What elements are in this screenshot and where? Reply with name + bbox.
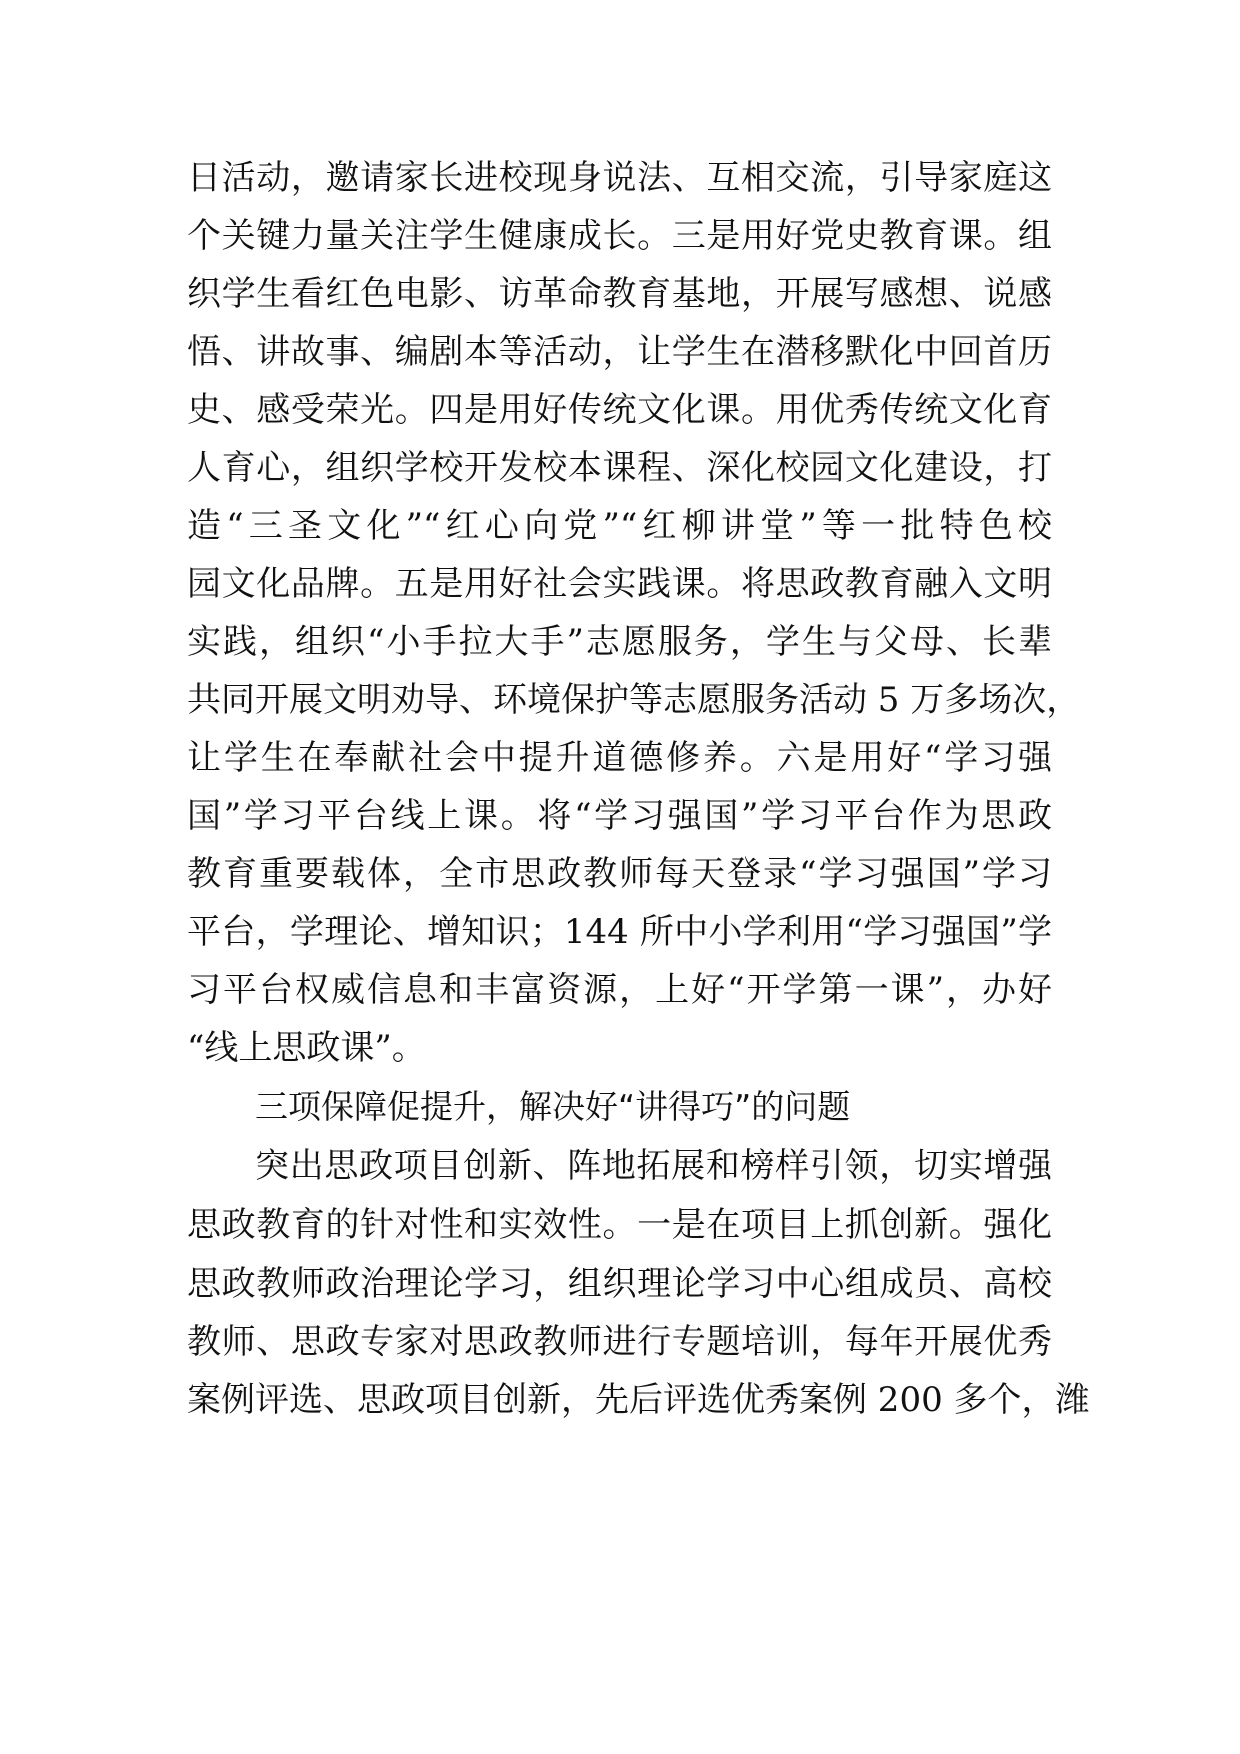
paragraph-line: 悟、讲故事、编剧本等活动，让学生在潜移默化中回首历: [187, 332, 1052, 372]
paragraph-line: 习平台权威信息和丰富资源，上好“开学第一课”，办好: [187, 970, 1052, 1010]
paragraph-line: 园文化品牌。五是用好社会实践课。将思政教育融入文明: [187, 564, 1052, 604]
paragraph-line: 织学生看红色电影、访革命教育基地，开展写感想、说感: [187, 274, 1052, 314]
paragraph-line: 思政教育的针对性和实效性。一是在项目上抓创新。强化: [187, 1205, 1052, 1245]
paragraph-line: 个关键力量关注学生健康成长。三是用好党史教育课。组: [187, 216, 1052, 256]
paragraph-line: 国”学习平台线上课。将“学习强国”学习平台作为思政: [187, 796, 1052, 836]
paragraph-line: 人育心，组织学校开发校本课程、深化校园文化建设，打: [187, 448, 1052, 488]
paragraph-line: 共同开展文明劝导、环境保护等志愿服务活动 5 万多场次，: [187, 680, 1081, 720]
paragraph-line: 史、感受荣光。四是用好传统文化课。用优秀传统文化育: [187, 390, 1052, 430]
section-heading: 三项保障促提升，解决好“讲得巧”的问题: [255, 1087, 851, 1126]
paragraph-line: 突出思政项目创新、阵地拓展和榜样引领，切实增强: [255, 1146, 1052, 1186]
paragraph-line: 教师、思政专家对思政教师进行专题培训，每年开展优秀: [187, 1322, 1052, 1362]
paragraph-line: 造“三圣文化”“红心向党”“红柳讲堂”等一批特色校: [187, 506, 1052, 546]
paragraph-line: 实践，组织“小手拉大手”志愿服务，学生与父母、长辈: [187, 622, 1052, 662]
paragraph-line: 案例评选、思政项目创新，先后评选优秀案例 200 多个，潍: [187, 1380, 1090, 1420]
paragraph-line: 思政教师政治理论学习，组织理论学习中心组成员、高校: [187, 1264, 1052, 1304]
paragraph-line: “线上思政课”。: [187, 1028, 426, 1068]
paragraph-line: 教育重要载体，全市思政教师每天登录“学习强国”学习: [187, 854, 1052, 894]
paragraph-line: 日活动，邀请家长进校现身说法、互相交流，引导家庭这: [187, 158, 1052, 198]
paragraph-line: 让学生在奉献社会中提升道德修养。六是用好“学习强: [187, 738, 1052, 778]
paragraph-line: 平台，学理论、增知识；144 所中小学利用“学习强国”学: [187, 912, 1052, 952]
